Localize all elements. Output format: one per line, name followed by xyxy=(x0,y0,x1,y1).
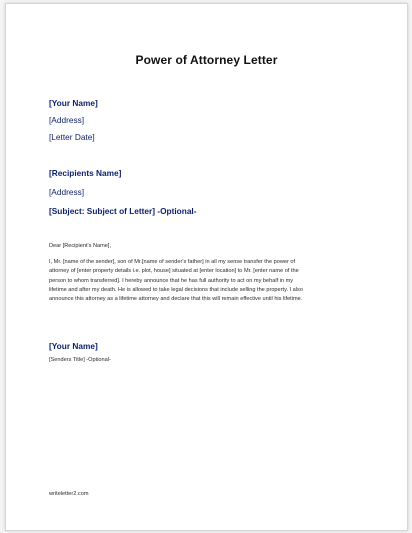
salutation: Dear [Recipient's Name], xyxy=(49,243,112,249)
recipient-address: [Address] xyxy=(49,187,85,197)
body-line: I, Mr. [name of the sender], son of Mr.[name of sender's father] in all my sense transfer the power of xyxy=(49,259,296,265)
document-title: Power of Attorney Letter xyxy=(135,53,278,67)
body-paragraph xyxy=(49,258,373,304)
letter-page xyxy=(5,3,408,531)
footer-website: writeletter2.com xyxy=(49,491,89,497)
closing-title: [Senders Title] -Optional- xyxy=(49,357,111,363)
body-line: attorney of [enter property details i.e. plot, house] situated at [enter location] to Mr. [enter name of the xyxy=(49,268,299,275)
sender-address: [Address] xyxy=(49,115,85,125)
body-line: person to whom transferred]. I hereby announce that he has full authority to act on my behalf in my xyxy=(49,277,294,284)
body-line: lifetime and after my death. He is allowed to take legal decisions that include selling the property. I also xyxy=(49,286,303,293)
sender-name: [Your Name] xyxy=(49,98,98,108)
body-line: announce this attorney as a lifetime attorney and declare that this will remain effective until his lifetime. xyxy=(49,296,303,303)
closing-name: [Your Name] xyxy=(49,341,98,351)
subject-line: [Subject: Subject of Letter] -Optional- xyxy=(49,206,197,216)
letter-date: [Letter Date] xyxy=(49,132,95,142)
recipient-name: [Recipients Name] xyxy=(49,168,122,178)
